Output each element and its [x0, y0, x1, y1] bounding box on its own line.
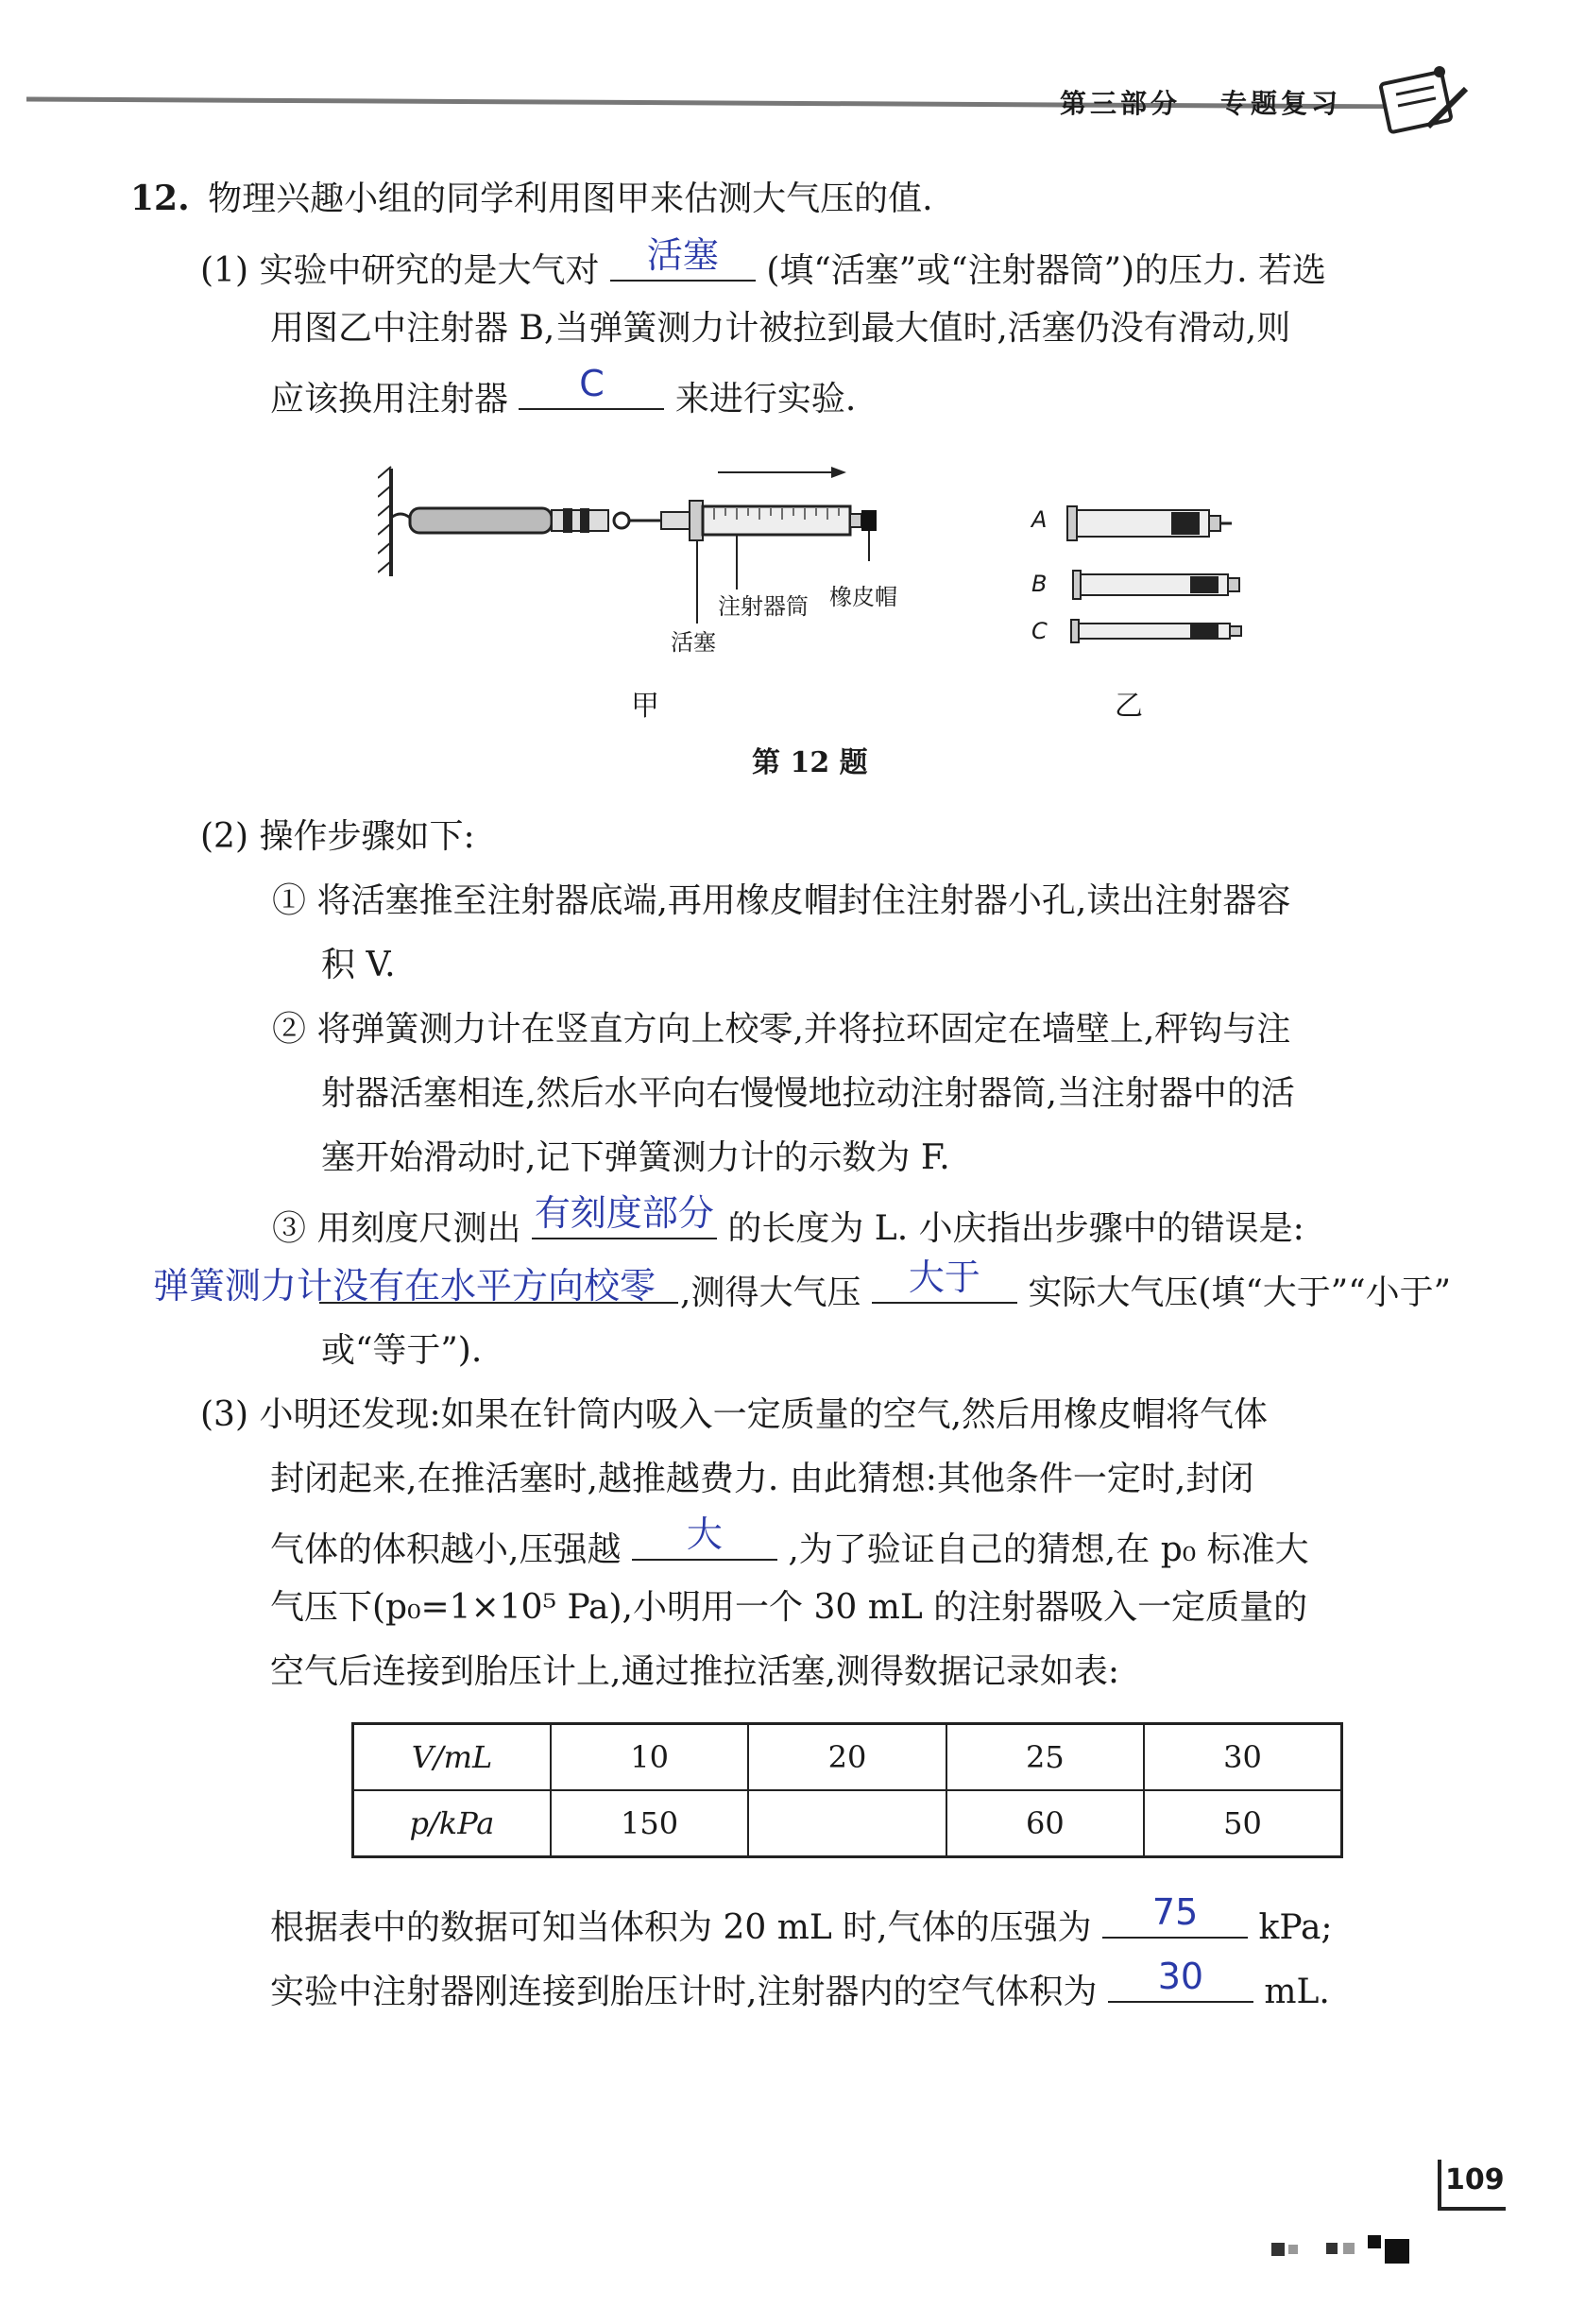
step2-line2: 射器活塞相连,然后水平向右慢慢地拉动注射器筒,当注射器中的活 — [321, 1074, 1295, 1113]
syringe-a — [1067, 506, 1232, 540]
part3-line3-b: ,为了验证自己的猜想,在 p₀ 标准大 — [788, 1530, 1309, 1569]
step3-e: 或“等于”). — [321, 1331, 483, 1370]
question-number: 12. — [130, 179, 190, 218]
table-cell: 30 — [1144, 1724, 1341, 1791]
page-number: 109 — [1445, 2163, 1505, 2196]
part3-line4: 气压下(p₀=1×10⁵ Pa),小明用一个 30 mL 的注射器吸入一定质量的 — [270, 1588, 1308, 1627]
syringe-c — [1071, 620, 1241, 642]
table-row — [353, 1790, 1342, 1857]
answer-1: 活塞 — [646, 234, 719, 276]
step3-d: 实际大气压(填“大于”“小于” — [1028, 1273, 1452, 1312]
table-cell: V/mL — [353, 1724, 551, 1791]
figure-yi — [1030, 493, 1256, 663]
label-piston: 活塞 — [671, 629, 716, 656]
header-section: 第三部分 — [1060, 88, 1182, 119]
question-stem: 物理兴趣小组的同学利用图甲来估测大气压的值. — [208, 179, 933, 218]
table-cell: 50 — [1144, 1790, 1341, 1857]
step2-line3: 塞开始滑动时,记下弹簧测力计的示数为 F. — [321, 1138, 950, 1177]
answer-blank-1[interactable] — [610, 234, 756, 282]
answer-7: 75 — [1151, 1891, 1199, 1933]
syringe-setup-diagram — [378, 453, 907, 671]
table-cell — [748, 1790, 946, 1857]
answer-blank-6[interactable] — [632, 1513, 777, 1561]
part3-line6-a: 根据表中的数据可知当体积为 20 mL 时,气体的压强为 — [270, 1908, 1092, 1947]
part1-line2: 用图乙中注射器 B,当弹簧测力计被拉到最大值时,活塞仍没有滑动,则 — [270, 309, 1291, 348]
part3-line6-b: kPa; — [1258, 1908, 1333, 1947]
part3-line2: 封闭起来,在推活塞时,越推越费力. 由此猜想:其他条件一定时,封闭 — [270, 1460, 1254, 1498]
header-rule-line — [26, 95, 1415, 109]
part2-heading: (2) 操作步骤如下: — [200, 817, 475, 856]
header-topic: 专题复习 — [1220, 88, 1342, 119]
part3-line5: 空气后连接到胎压计上,通过推拉活塞,测得数据记录如表: — [270, 1652, 1120, 1691]
step3-c: ,测得大气压 — [680, 1273, 861, 1312]
syringes-abc-diagram — [1030, 493, 1256, 663]
label-c: C — [1031, 618, 1048, 644]
table-cell: 60 — [946, 1790, 1144, 1857]
caption-yi: 乙 — [1115, 690, 1143, 723]
answer-4: 弹簧测力计没有在水平方向校零 — [153, 1265, 656, 1307]
part1-line1-b: (填“活塞”或“注射器筒”)的压力. 若选 — [766, 251, 1326, 290]
step3-a: ③ 用刻度尺测出 — [272, 1209, 521, 1248]
syringe-b — [1073, 571, 1239, 599]
label-a: A — [1031, 506, 1048, 533]
answer-blank-8[interactable] — [1108, 1956, 1253, 2003]
figure-title: 第 12 题 — [752, 746, 868, 779]
part3-line3-a: 气体的体积越小,压强越 — [270, 1530, 622, 1569]
answer-5: 大于 — [908, 1256, 980, 1298]
table-row — [353, 1724, 1342, 1791]
answer-3: 有刻度部分 — [534, 1192, 714, 1234]
answer-blank-2[interactable] — [519, 363, 664, 410]
answer-blank-3[interactable] — [532, 1192, 717, 1239]
figure-jia — [378, 453, 907, 671]
clipboard-icon — [1372, 60, 1475, 136]
part1-line3-a: 应该换用注射器 — [270, 380, 509, 419]
caption-jia: 甲 — [631, 690, 659, 723]
table-cell: 150 — [551, 1790, 748, 1857]
part1-line1-a: (1) 实验中研究的是大气对 — [200, 251, 600, 290]
data-table — [351, 1722, 1343, 1858]
label-cap: 橡皮帽 — [829, 584, 897, 610]
step2-line1: ② 将弹簧测力计在竖直方向上校零,并将拉环固定在墙壁上,秤钩与注 — [272, 1010, 1291, 1049]
answer-blank-7[interactable] — [1102, 1891, 1248, 1939]
label-barrel: 注射器筒 — [718, 593, 809, 620]
part3-line7-a: 实验中注射器刚连接到胎压计时,注射器内的空气体积为 — [270, 1973, 1098, 2011]
header-rule — [26, 94, 1415, 104]
answer-2: C — [579, 363, 605, 404]
table-cell: 10 — [551, 1724, 748, 1791]
answer-6: 大 — [686, 1513, 723, 1555]
table-cell: 20 — [748, 1724, 946, 1791]
table-cell: p/kPa — [353, 1790, 551, 1857]
answer-8: 30 — [1157, 1956, 1204, 1997]
answer-blank-5[interactable] — [872, 1256, 1017, 1304]
part3-line7-b: mL. — [1264, 1973, 1330, 2011]
label-b: B — [1031, 571, 1048, 597]
step1-line1: ① 将活塞推至注射器底端,再用橡皮帽封住注射器小孔,读出注射器容 — [272, 881, 1291, 920]
part1-line3-b: 来进行实验. — [674, 380, 857, 419]
step3-b: 的长度为 L. 小庆指出步骤中的错误是: — [727, 1209, 1304, 1248]
decorative-squares — [1266, 2230, 1455, 2267]
table-cell: 25 — [946, 1724, 1144, 1791]
part3-line1: (3) 小明还发现:如果在针筒内吸入一定质量的空气,然后用橡皮帽将气体 — [200, 1395, 1269, 1434]
step1-line2: 积 V. — [321, 946, 396, 984]
